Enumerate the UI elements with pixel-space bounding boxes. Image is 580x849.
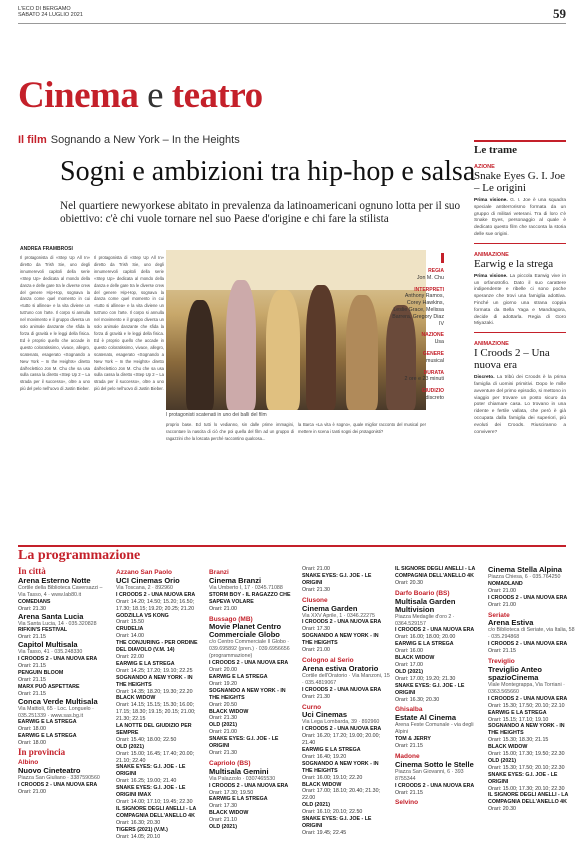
listing-group: In provincia <box>18 747 66 758</box>
town-name: Clusone <box>302 596 328 604</box>
film-title: TIGERS (2021) (V.M.) <box>116 826 168 833</box>
cinema-entry <box>18 577 106 613</box>
film-title: SNAKE EYES: G.I. JOE - LE ORIGINI <box>395 682 465 696</box>
plots-sidebar <box>474 140 566 436</box>
cinema-entry <box>302 658 390 701</box>
cinema-name: UCI Cinemas Orio <box>116 575 180 585</box>
film-title: SNAKE EYES: G.I. JOE - LE ORIGINI <box>116 764 186 778</box>
listing-column <box>302 566 390 846</box>
film-title: I CROODS 2 - UNA NUOVA ERA <box>116 591 196 598</box>
showtimes: Orari: 22.00 <box>116 653 144 660</box>
article-column-2: Il protagonista di «Step Up All In» diretto da Trish Sie, uno degli innumerevoli capitoli della serie «Step Up» dedicata al mondo della danza e delle gare tra le diverse crew del genere Hip-Hop, sognava la danza come quel momento in cui «tutto si allinea» e la vita diviene un tutt'uno con l'arte. Il corpo si annulla nel movimento e il gruppo diventa un solo animale danzante che sfida la forza di gravità e le leggi della fisica. Ed è proprio quello che accade in questo coloratissimo, vivace, allegro, scatenato, esagerato «Sognando a New York – In the Heights» diretto dall'eclettico Jon M. Chu che sa usa sulla cassa la diretto «Step Up 2 – La strada per il successo», oltre a uno più del pelo nell'uovo di Justin Bieber. <box>94 255 164 392</box>
film-title: RIFKIN'S FESTIVAL <box>18 627 68 634</box>
showtimes: Orari: 14.00; 17.10; 19.45; 22.30 <box>116 799 193 805</box>
showtimes: Orari: 19.20 <box>209 680 237 687</box>
showtimes: Orari: 21.15 <box>18 634 46 641</box>
showtimes: Orari: 17.30; 19.50 <box>209 789 254 796</box>
cinema-address: Arena Feste Comunale - via degli Alpini <box>395 722 474 736</box>
showtimes: Orari: 14.35; 18.20; 19.30; 22.20 <box>116 688 193 695</box>
cinema-address: Via XXV Aprile, 1 · 0346.22275 <box>302 612 375 619</box>
film-title: IL SIGNORE DEGLI ANELLI - LA COMPAGNIA DELL'ANELLO 4K <box>116 805 197 819</box>
showtimes: Orari: 14.00 <box>116 633 144 640</box>
listing-group: In città <box>18 566 46 576</box>
cinema-entry <box>18 760 106 796</box>
page-header <box>18 6 566 24</box>
showtimes: Orari: 19.45; 22.45 <box>302 829 347 836</box>
cinema-address: Cortile della Biblioteca Caversazzi – Via Tasso, 4 · www.lab80.it <box>18 584 103 598</box>
town-name: Seriate <box>488 611 510 619</box>
headline: Sogni e ambizioni tra hip-hop e salsa <box>60 156 476 187</box>
film-title: I CROODS 2 - UNA NUOVA ERA <box>395 627 475 634</box>
showtimes: Orari: 21.15 <box>395 789 423 796</box>
cinema-entry <box>488 613 576 656</box>
showtimes: Orari: 21.30 <box>209 749 237 756</box>
film-title: EARWIG E LA STREGA <box>209 796 268 803</box>
programmazione-title: La programmazione <box>18 548 141 563</box>
cinema-entry <box>302 566 390 594</box>
film-title: EARWIG E LA STREGA <box>18 719 77 726</box>
showtimes: Orari: 21.00 <box>488 601 516 608</box>
cinema-address: Piazza San Giuliano · 3387590560 <box>18 774 100 781</box>
cinema-name: Cinema Garden <box>302 603 358 613</box>
film-title: I CROODS 2 - UNA NUOVA ERA <box>488 594 568 601</box>
cinema-name: Multisala Gemini <box>209 766 269 776</box>
showtimes: Orari: 21.00 <box>302 566 330 572</box>
showtimes: Orari: 16.40; 19.20 <box>302 753 347 760</box>
town-name: Curno <box>302 703 322 711</box>
photo-caption: I protagonisti scatenati in uno dei balli del film <box>166 412 267 418</box>
showtimes: Orari: 21.00 <box>488 587 516 594</box>
cinema-entry <box>302 705 390 837</box>
cinema-name: Conca Verde Multisala <box>18 696 98 706</box>
cinema-entry <box>18 641 106 697</box>
cinema-entry <box>18 568 106 575</box>
cinema-entry <box>395 566 483 587</box>
showtimes: Orari: 16.30; 20.30 <box>116 819 161 826</box>
showtimes: Orari: 16.00 <box>395 648 423 655</box>
film-title: EARWIG E LA STREGA <box>395 641 454 648</box>
cinema-address: Via Lega Lombarda, 39 · 892960 <box>302 719 380 726</box>
film-title: BLACK WIDOW <box>116 695 156 702</box>
film-title: I CROODS 2 - UNA NUOVA ERA <box>395 782 475 789</box>
film-title: IL SIGNORE DEGLI ANELLI - LA COMPAGNIA DELL'ANELLO 4K <box>488 792 569 806</box>
sidebar-plot: ANIMAZIONE I Croods 2 – Una nuova era Discreto. La tribù dei Croods è la prima famiglia di uomini primitivi. Dopo le mille avventure del primo episodio, si mettono in viaggio per trovare un posto sicuro da poter chiamare casa. Lo trovano in una ridente e fertile vallata, che però è già occupata dalla famiglia dei superiori, più evoluti dei Croods. Riusciranno a convivere? <box>474 341 566 435</box>
town-name: Albino <box>18 758 39 766</box>
film-title: GODZILLA VS KONG <box>116 612 169 619</box>
showtimes: Orari: 15.50 <box>116 619 144 626</box>
showtimes: Orari: 21.15 <box>18 690 46 697</box>
article-column-1: Il protagonista di «Step Up All In» diretto da Trish Sie, uno degli innumerevoli capitoli della serie «Step Up» dedicata al mondo della danza e delle gare tra le diverse crew del genere Hip-Hop, sognava la danza come quel momento in cui «tutto si allinea» e la vita diviene un tutt'uno con l'arte. Il corpo si annulla nel movimento e il gruppo diventa un solo animale danzante che sfida la forza di gravità e le leggi della fisica. Ed è proprio quello che accade in questo coloratissimo, vivace, allegro, scatenato, esagerato «Sognando a New York – In the Heights» diretto dall'eclettico Jon M. Chu che sa usa sulla cassa la diretto «Step Up 2 – La strada per il successo», oltre a uno più del pelo nell'uovo di Justin Bieber. <box>20 255 90 392</box>
sidebar-title: Le trame <box>474 140 566 156</box>
film-title: SNAKE EYES: G.I. JOE - LE ORIGINI <box>488 771 558 785</box>
showtimes: Orari: 21.30 <box>18 605 46 612</box>
cinema-name: Uci Cinemas <box>302 710 348 720</box>
cinema-entry <box>488 566 576 609</box>
cinema-name: Cinema Stella Alpina <box>488 566 562 574</box>
film-title: SNAKE EYES: G.I. JOE - LE ORIGINI IMAX <box>116 785 186 799</box>
showtimes: Orari: 21.00 <box>209 605 237 612</box>
showtimes: Orari: 15.15; 17.10; 19.10 <box>488 716 549 723</box>
showtimes: Orari: 16.10; 20.10; 22.50 <box>302 809 363 816</box>
film-title: I CROODS 2 - UNA NUOVA ERA <box>488 641 568 648</box>
film-title: PENGUIN BLOOM <box>18 669 64 676</box>
film-title: BLACK WIDOW <box>302 781 342 788</box>
cinema-entry <box>209 617 297 757</box>
showtimes: Orari: 21.30 <box>209 715 237 722</box>
cinema-name: Treviglio Anteo spazioCinema <box>488 664 542 682</box>
showtimes: Orari: 21.00 <box>302 647 330 654</box>
showtimes: Orari: 18.00 <box>18 726 46 733</box>
showtimes: Orari: 21.00 <box>18 788 46 795</box>
film-title: EARWIG E LA STREGA <box>488 709 547 716</box>
town-name: Ghisalba <box>395 706 423 714</box>
showtimes: Orari: 14.05; 20.10 <box>116 833 161 840</box>
town-name: Branzi <box>209 569 229 576</box>
film-title: THE CONJURING - PER ORDINE DEL DIAVOLO (V.M. 14) <box>116 640 198 654</box>
cinema-address: c/o Centro Commerciale Il Globo · 039.695892 (pren.) · 039.6956656 (programmazione) <box>209 639 290 660</box>
cinema-name: Cinema Sotto le Stelle <box>395 759 474 769</box>
article-column-3: proprio base. Ed tutti lo vedianno, sin dalle prime immagini, raccontare la nascita di ciò che poi quella del film ad un gruppo di ragazzini che la loscata perché raccontino qualcosa... <box>166 422 294 441</box>
listing-column <box>18 566 106 846</box>
showtimes: Orari: 15.00; 17.30; 19.50; 22.30 <box>488 751 565 758</box>
showtimes: Orari: 16.00; 19.10; 22.20 <box>302 774 363 781</box>
showtimes: Orari: 16.20; 17.20; 19.00; 20.00; 21.40 <box>302 733 381 747</box>
town-name: Cologno al Serio <box>302 656 354 664</box>
showtimes: Orari: 14.20; 14.50; 15.20; 16.50; 17.30; 18.15; 19.20; 20.25; 21.20 <box>116 598 195 612</box>
showtimes: Orari: 20.00 <box>209 667 237 674</box>
film-title: MARX PUÒ ASPETTARE <box>18 683 80 690</box>
film-title: BLACK WIDOW <box>488 744 528 751</box>
cinema-name: Multisala Garden Multivision <box>395 596 456 614</box>
film-title: EARWIG E LA STREGA <box>302 747 361 754</box>
showtimes: Orari: 21.10 <box>209 817 237 824</box>
showtimes: Orari: 17.00; 18.10; 20.40; 21.30; 22.00 <box>302 788 381 802</box>
programmazione-rule <box>18 545 566 547</box>
cinema-name: Arena Estiva <box>488 618 534 628</box>
film-title: I CROODS 2 - UNA NUOVA ERA <box>302 726 382 733</box>
film-title: SOGNANDO A NEW YORK - IN THE HEIGHTS <box>209 687 286 701</box>
film-title: OLD (2021) <box>116 743 144 750</box>
showtimes: Orari: 16.00; 18.00; 20.00 <box>395 634 456 641</box>
cinema-address: Via Mattioli, 65 · Loc. Longuelo · 035.251339 · www.sas.bg.it <box>18 705 94 719</box>
cinema-address: Viale Montegrappa, Via Torriani · 0363.565660 <box>488 681 565 695</box>
cinema-name: Arena Esterno Notte <box>18 575 91 585</box>
cinema-entry <box>395 591 483 704</box>
town-name: Treviglio <box>488 658 515 666</box>
listing-column <box>209 566 297 846</box>
showtimes: Orari: 18.00 <box>18 740 46 747</box>
film-title: EARWIG E LA STREGA <box>209 673 268 680</box>
cinema-name: Movie Planet Centro Commerciale Globo <box>209 622 282 640</box>
cinema-address: Piazza Medaglie d'oro 2 · 0364.529157 <box>395 613 455 627</box>
showtimes: Orari: 16.25; 19.00; 21.40 <box>116 778 177 785</box>
town-name: Selvino <box>395 799 419 807</box>
cinema-address: Via Toscana, 2 · 892960 <box>116 584 173 591</box>
section-title: Cinema e teatro <box>18 75 263 116</box>
showtimes: Orari: 17.30 <box>302 626 330 633</box>
film-title: SNAKE EYES: G.I. JOE - LE ORIGINI <box>209 736 279 750</box>
sidebar-plot: AZIONE Snake Eyes G. I. Joe – Le origini Prima visione. G. I. Joe è una squadra speciale antiterrorismo formata da un gruppo di militari veterani. Tra di loro c'è Snake Eyes, personaggio al quale è dedicato questo film che racconta la storia delle sue origini. <box>474 164 566 237</box>
cinema-entry <box>18 613 106 642</box>
film-title: SOGNANDO A NEW YORK - IN THE HEIGHTS <box>116 674 193 688</box>
showtimes: Orari: 15.40; 18.00; 22.50 <box>116 736 177 743</box>
showtimes: Orari: 21.00 <box>209 729 237 736</box>
showtimes: Orari: 15.30; 17.50; 20.10; 22.10 <box>488 702 565 709</box>
showtimes: Orari: 16.30; 20.30 <box>395 696 440 703</box>
film-title: BLACK WIDOW <box>395 655 435 662</box>
showtimes: Orari: 20.30 <box>395 579 423 586</box>
showtimes: Orari: 21.15 <box>488 648 516 655</box>
cinema-entry <box>209 761 297 831</box>
film-title: I CROODS 2 - UNA NUOVA ERA <box>18 656 98 663</box>
film-title: OLD (2021) <box>302 802 330 809</box>
showtimes: Orari: 17.00; 19.20; 21.30 <box>395 675 456 682</box>
town-name: Capriolo (BS) <box>209 759 251 767</box>
showtimes: Orari: 15.00; 17.30; 20.10; 22.30 <box>488 785 565 792</box>
cinema-address: Via Tasso, 41 · 035.248330 <box>18 649 83 656</box>
film-title: SOGNANDO A NEW YORK - IN THE HEIGHTS <box>488 723 565 737</box>
film-photo <box>166 250 426 410</box>
showtimes: Orari: 20.50 <box>209 701 237 708</box>
listing-column <box>395 566 483 846</box>
film-credits: REGIA Jon M. Chu INTERPRETI Anthony Ramos, Corey Hawkins, Leslie Grace, Melissa Barrera, Gregory Diaz IV NAZIONE Usa GENERE musical DURATA 2 ore e 23 minuti GIUDIZIO discreto <box>392 253 444 402</box>
showtimes: Orari: 15.30; 17.50; 20.10; 22.30 <box>488 764 565 771</box>
film-title: I CROODS 2 - UNA NUOVA ERA <box>302 686 382 693</box>
cinema-entry <box>395 754 483 797</box>
newspaper-name: L'ECO DI BERGAMO <box>18 6 71 12</box>
film-title: COMEDIANS <box>18 598 51 605</box>
town-name: Azzano San Paolo <box>116 569 172 576</box>
film-title: SOGNANDO A NEW YORK - IN THE HEIGHTS <box>302 633 379 647</box>
film-title: CRUDELIA <box>116 626 144 633</box>
sidebar-plot: ANIMAZIONE Earwig e la strega Prima visione. La piccola Earwig vive in un orfanotrofio. Dato il suo carattere indipendente e ribelle ci sono poche speranze che trovi una famiglia adottiva. Finché un giorno una strana coppia formata da Bella Yaga e Mandragora, decide di adottarla. Regia di Goro Miyazaki. <box>474 251 567 327</box>
cinema-entry <box>395 800 483 807</box>
film-title: BLACK WIDOW <box>209 810 249 817</box>
cinema-address: Via Palazzolo · 0307465530 <box>209 775 276 782</box>
showtimes: Orari: 21.30 <box>302 693 330 700</box>
cinema-address: Piazza Chiesa, 6 · 035.764250 <box>488 574 561 580</box>
film-title: IL SIGNORE DEGLI ANELLI - LA COMPAGNIA DELL'ANELLO 4K <box>395 566 476 579</box>
film-title: EARWIG E LA STREGA <box>18 733 77 740</box>
film-title: OLD (2021) <box>209 824 237 831</box>
film-title: I CROODS 2 - UNA NUOVA ERA <box>209 782 289 789</box>
showtimes: Orari: 21.30 <box>302 586 330 593</box>
listing-column <box>488 566 576 846</box>
town-name: Darfo Boario (BS) <box>395 589 450 597</box>
showtimes: Orari: 21.15 <box>18 663 46 670</box>
cinema-address: Via Umberto I, 17 · 0345.71088 <box>209 584 283 591</box>
cinema-address: Via Santa Lucia, 14 · 035.320828 <box>18 620 97 627</box>
film-title: BLACK WIDOW <box>209 708 249 715</box>
film-title: STORM BOY - IL RAGAZZO CHE SAPEVA VOLARE <box>209 591 291 605</box>
cinema-entry <box>209 570 297 613</box>
showtimes: Orari: 20.30 <box>488 806 516 813</box>
cinema-name: Capitol Multisala <box>18 640 78 650</box>
cinema-entry <box>302 598 390 654</box>
film-title: I CROODS 2 - UNA NUOVA ERA <box>488 695 568 702</box>
film-title: OLD (2021) <box>209 722 237 729</box>
cinema-entry <box>395 707 483 750</box>
listing-column <box>116 566 204 846</box>
cinema-name: Arena Santa Lucia <box>18 611 84 621</box>
film-title: LA NOTTE DEL GIUDIZIO PER SEMPRE <box>116 723 192 736</box>
film-title: SOGNANDO A NEW YORK - IN THE HEIGHTS <box>302 760 379 774</box>
film-title: EARWIG E LA STREGA <box>116 660 175 667</box>
film-title: TOM & JERRY <box>395 736 431 743</box>
cinema-address: Cortile dell'Oratorio · Via Manzoni, 15 · 035.4819067 <box>302 672 390 686</box>
film-title: I CROODS 2 - UNA NUOVA ERA <box>209 660 289 667</box>
film-title: I CROODS 2 - UNA NUOVA ERA <box>18 781 98 788</box>
cinema-name: Estate Al Cinema <box>395 713 456 723</box>
deck: Nel quartiere newyorkese abitato in prevalenza da latinoamericani ognuno lotta per il suo obiettivo: c'è chi vuole tornare nel suo Paese d'origine e chi fare la stilista <box>60 200 461 225</box>
issue-date: SABATO 24 LUGLIO 2021 <box>18 12 83 18</box>
cinema-address: c/o Biblioteca di Seriate, via Italia, 58 · 035.294868 <box>488 627 575 641</box>
film-title: OLD (2021) <box>488 757 516 764</box>
showtimes: Orari: 14.15; 15.15; 15.30; 16.00; 17.15; 18.30; 19.15; 20.15; 21.00; 21.30; 22.15 <box>116 702 196 723</box>
cinema-name: Arena estiva Oratorio <box>302 663 379 673</box>
cinema-name: Nuovo Cineteatro <box>18 765 81 775</box>
showtimes: Orari: 15.00; 16.45; 17.40; 20.00; 21.10; 22.40 <box>116 750 195 764</box>
page-number: 59 <box>553 6 566 21</box>
cinema-entry <box>18 698 106 747</box>
film-title: SNAKE EYES: G.I. JOE - LE ORIGINI <box>302 572 372 586</box>
cinema-entry <box>18 749 106 756</box>
town-name: Bussago (MB) <box>209 615 253 623</box>
showtimes: Orari: 17.00 <box>395 661 423 668</box>
cinema-address: Piazza San Giovanni, 6 · 393 8755344 <box>395 768 464 782</box>
cinema-entry <box>116 570 204 840</box>
showtimes: Orari: 21.15 <box>18 676 46 683</box>
article-column-4: la Barca «La vita è sogno», quale miglior racconto del musical per mettere in scena i tanti sogni dei protagonisti? <box>298 422 426 434</box>
showtimes: Orari: 21.15 <box>395 743 423 750</box>
author: ANDREA FRAMBROSI <box>20 246 73 252</box>
town-name: Madone <box>395 752 420 760</box>
film-title: SNAKE EYES: G.I. JOE - LE ORIGINI <box>302 816 372 829</box>
showtimes: Orari: 15.30; 18.30; 21.15 <box>488 737 549 744</box>
showtimes: Orari: 17.30 <box>209 803 237 810</box>
film-title: NOMADLAND <box>488 580 523 587</box>
kicker: Il film Sognando a New York – In the Heights <box>18 134 240 146</box>
film-title: I CROODS 2 - UNA NUOVA ERA <box>302 619 382 626</box>
cinema-name: Cinema Branzi <box>209 575 262 585</box>
showtimes: Orari: 14.25; 17.20; 19.10; 22.25 <box>116 667 193 674</box>
cinema-entry <box>488 659 576 813</box>
film-title: OLD (2021) <box>395 668 423 675</box>
